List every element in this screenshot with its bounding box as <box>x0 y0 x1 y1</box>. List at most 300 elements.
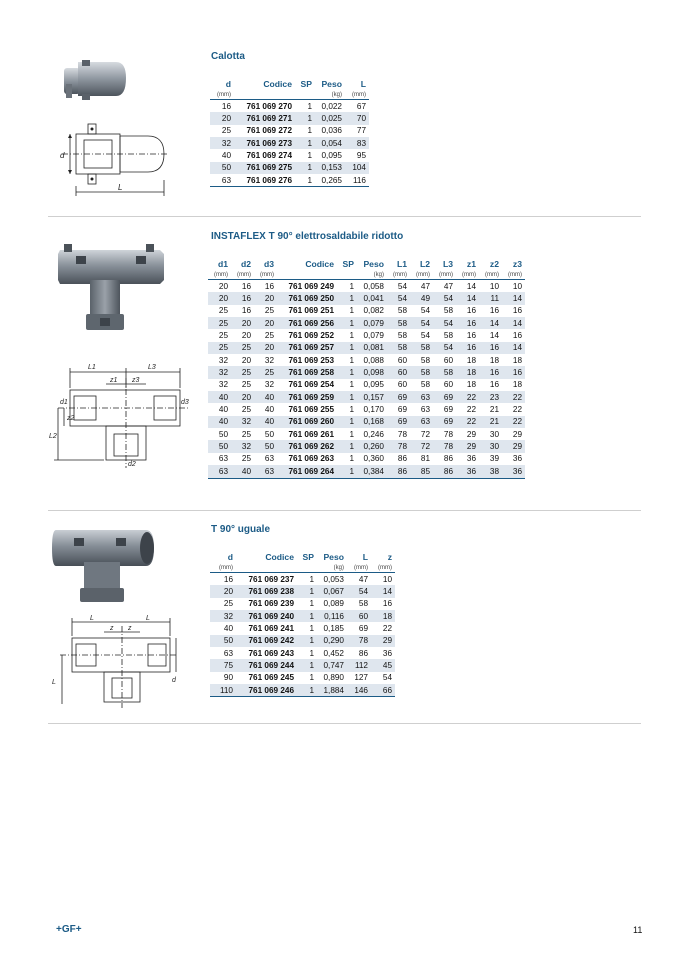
table-row <box>210 149 369 161</box>
units-row <box>210 90 369 100</box>
value-cell: 75 <box>210 659 236 671</box>
code-cell: 761 069 263 <box>288 454 334 464</box>
value-cell: 67 <box>356 101 366 111</box>
units-row <box>210 563 395 573</box>
value-cell: 0,360 <box>363 454 384 464</box>
value-cell: 47 <box>420 281 430 291</box>
value-cell: 16 <box>479 366 502 378</box>
value-cell: 36 <box>456 465 479 478</box>
value-cell: 32 <box>218 380 228 390</box>
value-cell: 20 <box>210 112 234 124</box>
value-cell: 78 <box>433 440 456 452</box>
table-row <box>210 684 395 697</box>
unit-cell: (kg) <box>317 563 347 573</box>
value-cell: 54 <box>433 317 456 329</box>
value-cell: 60 <box>397 355 407 365</box>
value-cell: 25 <box>231 342 254 354</box>
code-cell: 761 069 274 <box>246 151 292 161</box>
drawing-label-z3: z3 <box>132 377 140 384</box>
col-header: d <box>227 552 233 562</box>
value-cell: 69 <box>443 405 453 415</box>
value-cell: 14 <box>502 342 525 354</box>
value-cell: 0,079 <box>363 331 384 341</box>
value-cell: 22 <box>502 391 525 403</box>
value-cell: 1 <box>295 174 315 187</box>
value-cell: 58 <box>410 342 433 354</box>
value-cell: 1 <box>349 281 354 291</box>
value-cell: 70 <box>345 112 369 124</box>
value-cell: 1 <box>297 659 317 671</box>
value-cell: 1 <box>337 465 357 478</box>
section-title-tee-equal: T 90° uguale <box>211 524 271 535</box>
value-cell: 36 <box>502 465 525 478</box>
table-row <box>210 647 395 659</box>
value-cell: 50 <box>210 162 234 174</box>
section-title-calotta: Calotta <box>211 51 245 62</box>
code-cell: 761 069 245 <box>248 673 294 683</box>
unit-cell: (mm) <box>410 270 433 280</box>
value-cell: 40 <box>223 624 233 634</box>
value-cell: 0,098 <box>357 366 387 378</box>
value-cell: 40 <box>254 391 277 403</box>
code-cell: 761 069 243 <box>248 648 294 658</box>
unit-cell: (kg) <box>357 270 387 280</box>
value-cell: 40 <box>218 405 228 415</box>
unit-cell: (mm) <box>479 270 502 280</box>
value-cell: 0,265 <box>315 174 345 187</box>
value-cell: 32 <box>264 355 274 365</box>
drawing-label-d2: d2 <box>128 461 136 468</box>
section-title-instaflex-tee: INSTAFLEX T 90° elettrosaldabile ridotto <box>211 231 404 242</box>
code-cell: 761 069 270 <box>246 101 292 111</box>
value-cell: 0,022 <box>321 101 342 111</box>
section-divider <box>48 510 641 511</box>
table-row <box>210 635 395 647</box>
value-cell: 1 <box>309 624 314 634</box>
tee-equal-table <box>210 551 395 697</box>
value-cell: 1 <box>337 366 357 378</box>
value-cell: 1 <box>309 574 314 584</box>
value-cell: 16 <box>502 366 525 378</box>
col-header: Codice <box>305 259 334 269</box>
value-cell: 0,088 <box>363 355 384 365</box>
value-cell: 0,054 <box>315 137 345 149</box>
value-cell: 16 <box>241 306 251 316</box>
table-row <box>210 162 369 174</box>
value-cell: 58 <box>397 331 407 341</box>
value-cell: 1 <box>309 599 314 609</box>
col-header: SP <box>302 552 314 562</box>
value-cell: 60 <box>443 380 453 390</box>
value-cell: 1 <box>337 391 357 403</box>
table-row <box>208 465 525 478</box>
value-cell: 14 <box>466 281 476 291</box>
value-cell: 0,747 <box>317 659 347 671</box>
value-cell: 29 <box>456 440 479 452</box>
value-cell: 1 <box>295 162 315 174</box>
value-cell: 72 <box>410 440 433 452</box>
value-cell: 32 <box>264 380 274 390</box>
value-cell: 10 <box>382 574 392 584</box>
value-cell: 1 <box>309 648 314 658</box>
table-row <box>210 573 395 586</box>
unit-cell <box>234 90 295 100</box>
value-cell: 0,260 <box>357 440 387 452</box>
value-cell: 0,153 <box>315 162 345 174</box>
table-row <box>208 342 525 354</box>
drawing-label-L-vertical: L <box>52 679 56 686</box>
col-header: z2 <box>489 259 499 269</box>
drawing-label-L2: L2 <box>49 433 57 440</box>
table-row <box>208 440 525 452</box>
value-cell: 63 <box>208 465 231 478</box>
drawing-label-z-right: z <box>128 625 132 632</box>
value-cell: 40 <box>208 391 231 403</box>
value-cell: 63 <box>264 454 274 464</box>
value-cell: 58 <box>433 366 456 378</box>
value-cell: 16 <box>456 342 479 354</box>
unit-cell: (mm) <box>347 563 371 573</box>
value-cell: 86 <box>443 454 453 464</box>
value-cell: 0,025 <box>315 112 345 124</box>
value-cell: 22 <box>382 624 392 634</box>
table-row <box>210 672 395 684</box>
calotta-photo <box>58 56 130 106</box>
units-row <box>208 270 525 280</box>
code-cell: 761 069 240 <box>236 610 297 622</box>
value-cell: 16 <box>456 317 479 329</box>
value-cell: 85 <box>410 465 433 478</box>
drawing-label-z-left: z <box>110 625 114 632</box>
drawing-label-L1: L1 <box>88 364 96 371</box>
value-cell: 1 <box>297 585 317 597</box>
value-cell: 54 <box>433 292 456 304</box>
value-cell: 50 <box>264 429 274 439</box>
unit-cell <box>297 563 317 573</box>
value-cell: 25 <box>254 366 277 378</box>
instaflex-tee-drawing <box>48 360 190 470</box>
value-cell: 58 <box>410 366 433 378</box>
unit-cell: (mm) <box>433 270 456 280</box>
unit-cell: (mm) <box>387 270 410 280</box>
col-header: d2 <box>240 259 251 269</box>
value-cell: 78 <box>397 429 407 439</box>
section-divider <box>48 216 641 217</box>
value-cell: 30 <box>479 440 502 452</box>
col-header: L <box>362 552 368 562</box>
value-cell: 40 <box>231 465 254 478</box>
table-row <box>210 598 395 610</box>
value-cell: 36 <box>512 454 522 464</box>
unit-cell: (mm) <box>456 270 479 280</box>
code-cell: 761 069 249 <box>288 281 334 291</box>
code-cell: 761 069 260 <box>277 416 337 428</box>
value-cell: 63 <box>410 391 433 403</box>
value-cell: 1 <box>349 454 354 464</box>
value-cell: 18 <box>456 366 479 378</box>
value-cell: 29 <box>502 440 525 452</box>
value-cell: 16 <box>479 342 502 354</box>
value-cell: 20 <box>210 585 236 597</box>
value-cell: 86 <box>433 465 456 478</box>
value-cell: 58 <box>387 342 410 354</box>
col-header: Peso <box>323 552 344 562</box>
value-cell: 60 <box>387 366 410 378</box>
value-cell: 32 <box>210 137 234 149</box>
code-cell: 761 069 242 <box>236 635 297 647</box>
unit-cell: (mm) <box>371 563 395 573</box>
value-cell: 0,890 <box>323 673 344 683</box>
unit-cell <box>236 563 297 573</box>
value-cell: 25 <box>264 331 274 341</box>
value-cell: 40 <box>254 416 277 428</box>
table-row <box>208 329 525 341</box>
value-cell: 22 <box>502 416 525 428</box>
value-cell: 25 <box>241 429 251 439</box>
drawing-label-L: L <box>118 183 123 192</box>
value-cell: 54 <box>420 331 430 341</box>
table-row <box>208 379 525 391</box>
drawing-label-z1: z1 <box>110 377 118 384</box>
value-cell: 38 <box>479 465 502 478</box>
value-cell: 40 <box>208 416 231 428</box>
value-cell: 20 <box>241 355 251 365</box>
value-cell: 1 <box>337 440 357 452</box>
value-cell: 0,079 <box>357 317 387 329</box>
table-row <box>210 125 369 137</box>
value-cell: 54 <box>397 281 407 291</box>
value-cell: 0,185 <box>323 624 344 634</box>
value-cell: 0,290 <box>317 635 347 647</box>
table-row <box>208 317 525 329</box>
value-cell: 1 <box>349 380 354 390</box>
value-cell: 14 <box>489 331 499 341</box>
value-cell: 40 <box>221 151 231 161</box>
col-header: Codice <box>265 552 294 562</box>
value-cell: 25 <box>221 126 231 136</box>
table-row <box>210 137 369 149</box>
value-cell: 11 <box>479 292 502 304</box>
drawing-label-L-right: L <box>146 615 150 622</box>
col-header: d1 <box>217 259 228 269</box>
value-cell: 25 <box>218 306 228 316</box>
drawing-label-d: d <box>172 677 176 684</box>
col-header: z3 <box>512 259 522 269</box>
col-header: d <box>225 79 231 89</box>
col-header: z <box>387 552 392 562</box>
value-cell: 10 <box>512 281 522 291</box>
table-row <box>210 610 395 622</box>
code-cell: 761 069 258 <box>277 366 337 378</box>
value-cell: 39 <box>489 454 499 464</box>
code-cell: 761 069 273 <box>234 137 295 149</box>
value-cell: 25 <box>208 342 231 354</box>
value-cell: 58 <box>420 380 430 390</box>
value-cell: 25 <box>264 306 274 316</box>
value-cell: 14 <box>502 317 525 329</box>
value-cell: 16 <box>223 574 233 584</box>
value-cell: 21 <box>479 416 502 428</box>
value-cell: 54 <box>382 673 392 683</box>
value-cell: 25 <box>208 317 231 329</box>
code-cell: 761 069 276 <box>234 174 295 187</box>
page-number: 11 <box>633 925 643 935</box>
value-cell: 146 <box>347 684 371 697</box>
code-cell: 761 069 253 <box>288 355 334 365</box>
value-cell: 14 <box>479 317 502 329</box>
calotta-drawing <box>56 118 172 198</box>
value-cell: 22 <box>466 405 476 415</box>
value-cell: 1 <box>297 684 317 697</box>
value-cell: 1,884 <box>317 684 347 697</box>
value-cell: 1 <box>297 610 317 622</box>
value-cell: 22 <box>456 391 479 403</box>
table-row <box>208 403 525 415</box>
value-cell: 63 <box>420 405 430 415</box>
value-cell: 54 <box>347 585 371 597</box>
value-cell: 22 <box>456 416 479 428</box>
value-cell: 58 <box>397 306 407 316</box>
code-cell: 761 069 264 <box>277 465 337 478</box>
value-cell: 14 <box>371 585 395 597</box>
value-cell: 0,036 <box>321 126 342 136</box>
value-cell: 20 <box>231 391 254 403</box>
value-cell: 1 <box>337 292 357 304</box>
value-cell: 0,170 <box>363 405 384 415</box>
value-cell: 54 <box>433 342 456 354</box>
drawing-label-d3: d3 <box>181 399 189 406</box>
unit-cell <box>277 270 337 280</box>
value-cell: 16 <box>241 281 251 291</box>
value-cell: 127 <box>354 673 368 683</box>
table-row <box>210 622 395 634</box>
value-cell: 1 <box>349 429 354 439</box>
value-cell: 81 <box>420 454 430 464</box>
value-cell: 30 <box>489 429 499 439</box>
value-cell: 1 <box>307 101 312 111</box>
value-cell: 95 <box>356 151 366 161</box>
value-cell: 25 <box>223 599 233 609</box>
value-cell: 18 <box>466 355 476 365</box>
code-cell: 761 069 261 <box>288 429 334 439</box>
value-cell: 86 <box>397 454 407 464</box>
table-row <box>210 112 369 124</box>
table-row <box>210 100 369 113</box>
value-cell: 58 <box>443 306 453 316</box>
unit-cell: (mm) <box>231 270 254 280</box>
value-cell: 0,095 <box>363 380 384 390</box>
value-cell: 1 <box>295 137 315 149</box>
table-row <box>208 292 525 304</box>
instaflex-tee-photo <box>56 240 168 336</box>
value-cell: 78 <box>387 440 410 452</box>
unit-cell: (mm) <box>254 270 277 280</box>
col-header: L <box>360 79 366 89</box>
table-row <box>208 305 525 317</box>
value-cell: 54 <box>410 317 433 329</box>
value-cell: 0,058 <box>363 281 384 291</box>
code-cell: 761 069 239 <box>248 599 294 609</box>
code-cell: 761 069 259 <box>277 391 337 403</box>
col-header: L3 <box>442 259 453 269</box>
value-cell: 86 <box>387 465 410 478</box>
value-cell: 54 <box>387 292 410 304</box>
value-cell: 25 <box>241 380 251 390</box>
value-cell: 86 <box>358 648 368 658</box>
value-cell: 60 <box>397 380 407 390</box>
table-row <box>210 174 369 187</box>
code-cell: 761 069 241 <box>248 624 294 634</box>
code-cell: 761 069 255 <box>288 405 334 415</box>
value-cell: 32 <box>231 440 254 452</box>
value-cell: 0,384 <box>357 465 387 478</box>
value-cell: 0,168 <box>357 416 387 428</box>
table-row <box>208 428 525 440</box>
value-cell: 29 <box>512 429 522 439</box>
unit-cell: (mm) <box>210 563 236 573</box>
value-cell: 63 <box>218 454 228 464</box>
drawing-label-d1: d1 <box>60 399 68 406</box>
table-row <box>210 585 395 597</box>
table-row <box>208 366 525 378</box>
value-cell: 69 <box>387 416 410 428</box>
value-cell: 0,089 <box>323 599 344 609</box>
code-cell: 761 069 272 <box>246 126 292 136</box>
value-cell: 32 <box>231 416 254 428</box>
value-cell: 58 <box>443 331 453 341</box>
value-cell: 20 <box>254 317 277 329</box>
calotta-table <box>210 78 369 187</box>
col-header: SP <box>300 79 312 89</box>
code-cell: 761 069 250 <box>277 292 337 304</box>
value-cell: 50 <box>210 635 236 647</box>
value-cell: 1 <box>307 126 312 136</box>
code-cell: 761 069 244 <box>236 659 297 671</box>
value-cell: 83 <box>345 137 369 149</box>
value-cell: 16 <box>221 101 231 111</box>
value-cell: 110 <box>210 684 236 697</box>
value-cell: 49 <box>410 292 433 304</box>
value-cell: 16 <box>489 380 499 390</box>
value-cell: 63 <box>410 416 433 428</box>
value-cell: 50 <box>218 429 228 439</box>
value-cell: 32 <box>210 610 236 622</box>
value-cell: 16 <box>382 599 392 609</box>
gf-logo: +GF+ <box>56 924 82 935</box>
col-header: d3 <box>263 259 274 269</box>
table-row <box>208 453 525 465</box>
value-cell: 25 <box>231 366 254 378</box>
value-cell: 1 <box>349 306 354 316</box>
value-cell: 0,095 <box>321 151 342 161</box>
value-cell: 18 <box>489 355 499 365</box>
value-cell: 47 <box>358 574 368 584</box>
drawing-label-d: d <box>60 151 65 160</box>
value-cell: 32 <box>208 366 231 378</box>
value-cell: 0,082 <box>363 306 384 316</box>
value-cell: 69 <box>387 391 410 403</box>
value-cell: 25 <box>241 405 251 415</box>
value-cell: 22 <box>512 405 522 415</box>
value-cell: 72 <box>420 429 430 439</box>
value-cell: 69 <box>358 624 368 634</box>
value-cell: 20 <box>254 342 277 354</box>
table-row <box>208 354 525 366</box>
table-row <box>208 416 525 428</box>
tee-equal-drawing <box>48 612 182 710</box>
value-cell: 16 <box>489 306 499 316</box>
drawing-label-L-left: L <box>90 615 94 622</box>
